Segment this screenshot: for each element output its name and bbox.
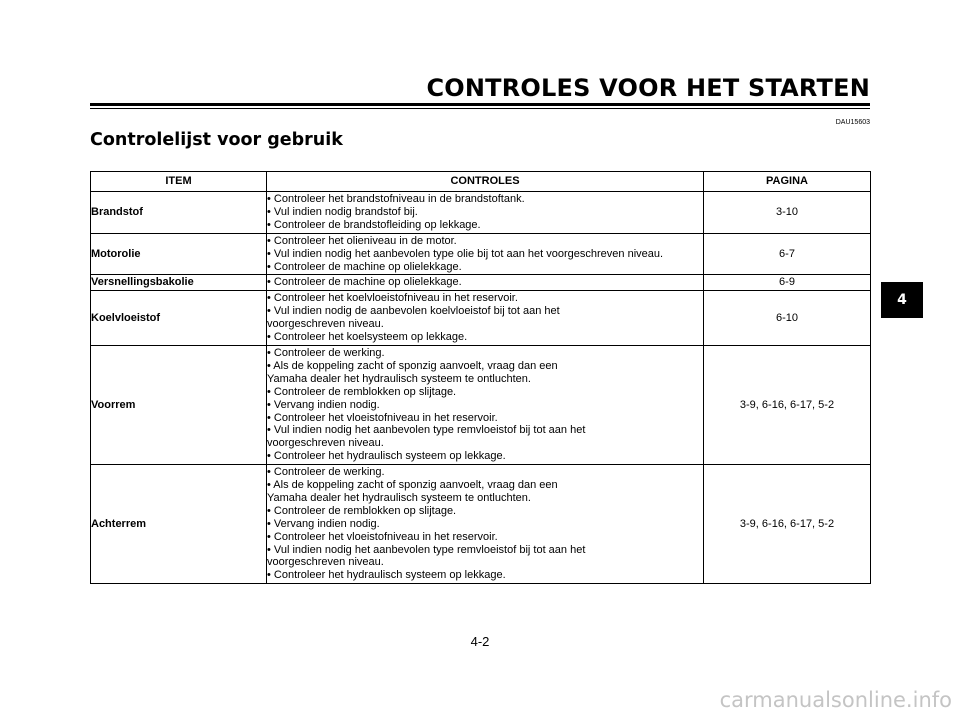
page-ref-cell: 6-9 bbox=[704, 275, 871, 291]
check-line: • Controleer de werking. bbox=[267, 346, 385, 359]
item-cell: Motorolie bbox=[91, 233, 267, 275]
header-rule-thin bbox=[90, 108, 870, 109]
column-header-checks: CONTROLES bbox=[267, 172, 704, 192]
check-line: • Controleer de machine op olielekkage. bbox=[267, 276, 462, 289]
column-header-item: ITEM bbox=[91, 172, 267, 192]
check-line: • Vervang indien nodig. bbox=[267, 398, 380, 411]
checks-cell bbox=[267, 192, 704, 234]
table-row bbox=[91, 275, 871, 291]
check-line: • Controleer het hydraulisch systeem op lekkage. bbox=[267, 569, 506, 582]
check-line: • Controleer het hydraulisch systeem op lekkage. bbox=[267, 450, 506, 463]
chapter-tab: 4 bbox=[881, 282, 923, 318]
check-line: • Vul indien nodig brandstof bij. bbox=[267, 205, 418, 218]
column-header-page: PAGINA bbox=[704, 172, 871, 192]
check-line: voorgeschreven niveau. bbox=[267, 556, 384, 569]
page-number: 4-2 bbox=[470, 634, 490, 649]
chapter-title: CONTROLES VOOR HET STARTEN bbox=[426, 74, 870, 102]
check-line: • Controleer de remblokken op slijtage. bbox=[267, 385, 457, 398]
checks-cell bbox=[267, 233, 704, 275]
checks-cell bbox=[267, 465, 704, 584]
check-line: voorgeschreven niveau. bbox=[267, 437, 384, 450]
table-header-row bbox=[91, 172, 871, 192]
item-cell: Brandstof bbox=[91, 192, 267, 234]
check-line: • Controleer de werking. bbox=[267, 466, 385, 479]
section-title: Controlelijst voor gebruik bbox=[90, 130, 343, 150]
page-ref-cell: 6-7 bbox=[704, 233, 871, 275]
item-cell: Versnellingsbakolie bbox=[91, 275, 267, 291]
page-ref-cell: 3-9, 6-16, 6-17, 5-2 bbox=[704, 345, 871, 464]
check-line: voorgeschreven niveau. bbox=[267, 318, 384, 331]
table-row bbox=[91, 192, 871, 234]
table-row bbox=[91, 345, 871, 464]
checks-cell bbox=[267, 345, 704, 464]
check-line: • Controleer het vloeistofniveau in het reservoir. bbox=[267, 411, 498, 424]
header-rule-thick bbox=[90, 103, 870, 106]
check-line: • Als de koppeling zacht of sponzig aanvoelt, vraag dan een bbox=[267, 479, 558, 492]
check-line: • Vervang indien nodig. bbox=[267, 517, 380, 530]
item-cell: Koelvloeistof bbox=[91, 291, 267, 346]
table-row bbox=[91, 233, 871, 275]
item-cell: Achterrem bbox=[91, 465, 267, 584]
check-line: • Controleer de remblokken op slijtage. bbox=[267, 504, 457, 517]
check-line: • Controleer de machine op olielekkage. bbox=[267, 260, 462, 273]
check-line: • Controleer het olieniveau in de motor. bbox=[267, 234, 457, 247]
document-code: DAU15603 bbox=[835, 119, 870, 126]
checklist-table bbox=[90, 171, 871, 584]
checks-cell bbox=[267, 291, 704, 346]
item-cell: Voorrem bbox=[91, 345, 267, 464]
table-row bbox=[91, 465, 871, 584]
check-line: • Vul indien nodig het aanbevolen type olie bij tot aan het voorgeschreven niveau. bbox=[267, 247, 664, 260]
check-line: • Controleer het vloeistofniveau in het reservoir. bbox=[267, 530, 498, 543]
check-line: Yamaha dealer het hydraulisch systeem te ontluchten. bbox=[267, 491, 531, 504]
watermark: carmanualsonline.info bbox=[719, 688, 952, 712]
check-line: • Vul indien nodig het aanbevolen type remvloeistof bij tot aan het bbox=[267, 543, 586, 556]
check-line: • Vul indien nodig de aanbevolen koelvloeistof bij tot aan het bbox=[267, 305, 560, 318]
check-line: • Controleer de brandstofleiding op lekkage. bbox=[267, 218, 481, 231]
check-line: • Controleer het brandstofniveau in de brandstoftank. bbox=[267, 193, 525, 205]
check-line: • Als de koppeling zacht of sponzig aanvoelt, vraag dan een bbox=[267, 359, 558, 372]
table-row bbox=[91, 291, 871, 346]
page-ref-cell: 3-10 bbox=[704, 192, 871, 234]
check-line: Yamaha dealer het hydraulisch systeem te ontluchten. bbox=[267, 372, 531, 385]
check-line: • Vul indien nodig het aanbevolen type remvloeistof bij tot aan het bbox=[267, 424, 586, 437]
check-line: • Controleer het koelsysteem op lekkage. bbox=[267, 331, 468, 344]
page-ref-cell: 3-9, 6-16, 6-17, 5-2 bbox=[704, 465, 871, 584]
checks-cell bbox=[267, 275, 704, 291]
page-ref-cell: 6-10 bbox=[704, 291, 871, 346]
check-line: • Controleer het koelvloeistofniveau in het reservoir. bbox=[267, 292, 518, 305]
